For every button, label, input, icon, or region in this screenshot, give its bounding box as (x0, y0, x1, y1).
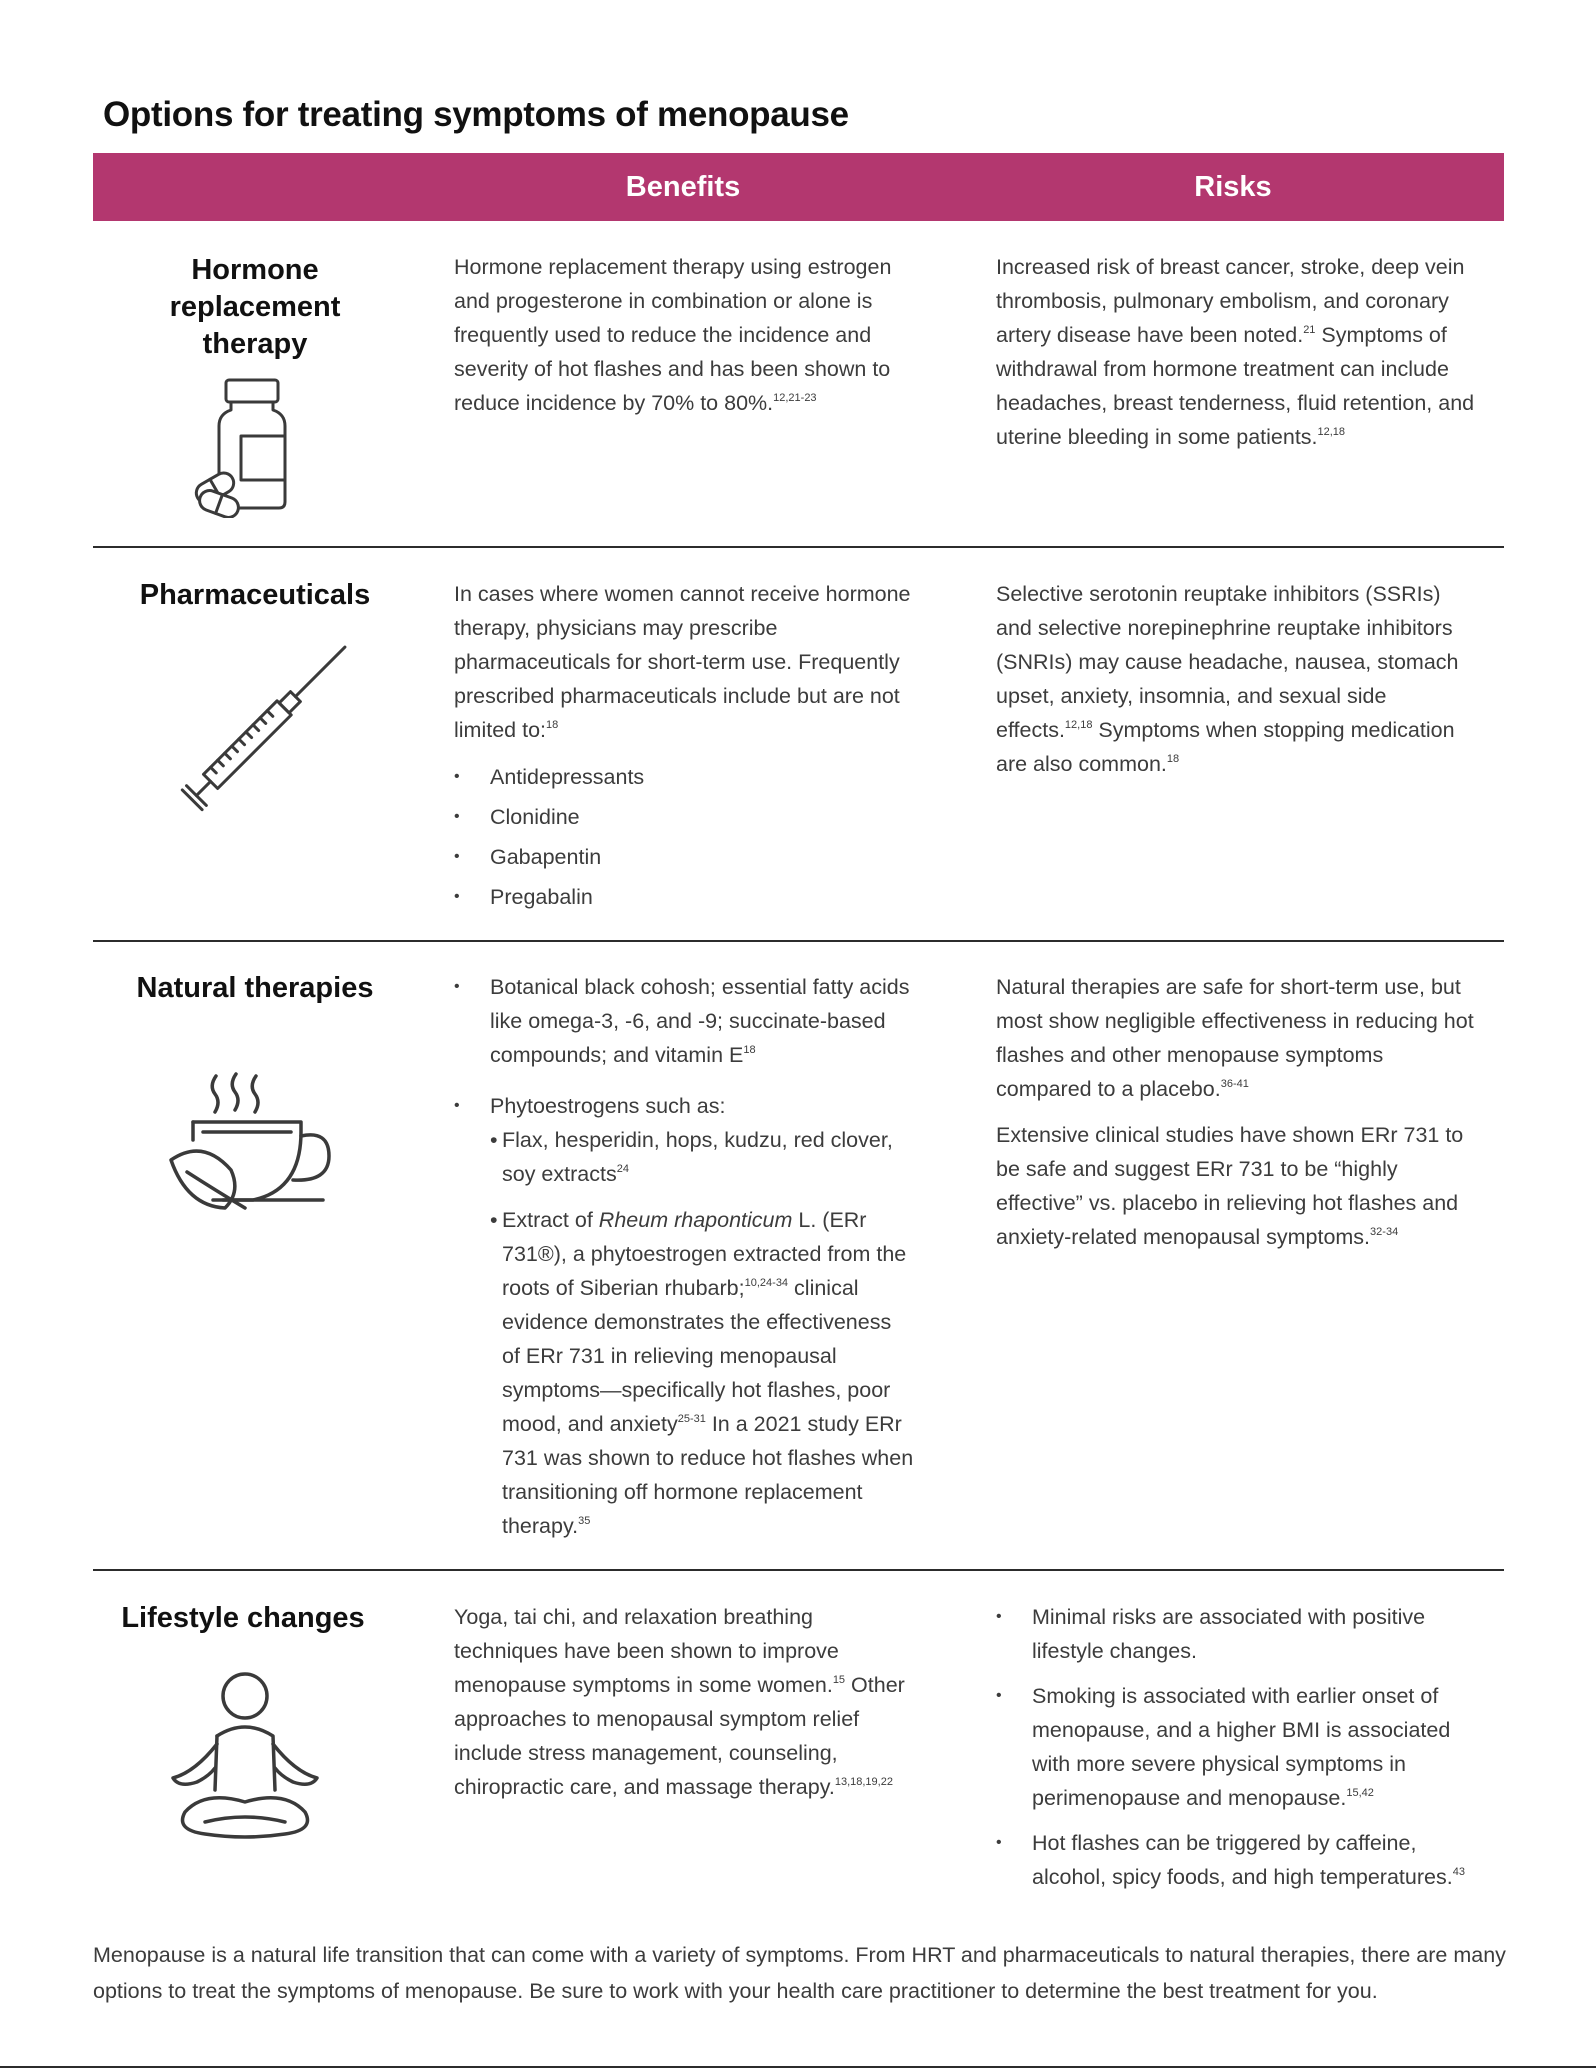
reference: 21 (1303, 324, 1316, 336)
benefits-natural-therapies (454, 970, 914, 1543)
reference: 12,21-23 (773, 392, 817, 404)
reference: 25-31 (677, 1413, 706, 1425)
risks-natural-text-2: Extensive clinical studies have shown ERr 731 to be safe and suggest ERr 731 to be “highly effective” vs. placebo in relieving hot flashes and anxiety-related menopausal symptoms. (996, 1123, 1464, 1249)
footer-note: Menopause is a natural life transition that can come with a variety of symptoms. From HRT and pharmaceuticals to natural therapies, there are many options to treat the symptoms of menopause. Be sure to work with your health care practitioner to determine the best treatment for you. (93, 1943, 1506, 2003)
category-title-lifestyle-changes: Lifestyle changes (121, 1602, 365, 1634)
list-item (454, 1089, 914, 1543)
risks-natural-text: Natural therapies are safe for short-term use, but most show negligible effectiveness in reducing hot flashes and other menopause symptoms compared to a placebo. (996, 975, 1474, 1101)
meditation-person-icon (165, 1672, 325, 1852)
list-item-text: Botanical black cohosh; essential fatty acids like omega-3, -6, and -9; succinate-based compounds; and vitamin E (490, 975, 910, 1067)
reference: 15 (832, 1674, 846, 1686)
benefits-hrt-text: Hormone replacement therapy using estrogen and progesterone in combination or alone is frequently used to reduce the incidence and severity of hot flashes and has been shown to reduce incidence by 70% to 80%. (454, 255, 892, 415)
species-name: Rheum rhaponticum (598, 1208, 793, 1232)
list-item: • Antidepressants (454, 760, 914, 794)
list-item (996, 1679, 1476, 1815)
page-title: Options for treating symptoms of menopause (103, 95, 849, 134)
row-natural-therapies (93, 970, 1504, 1540)
risks-pharmaceuticals (996, 577, 1476, 781)
risks-lifestyle-changes (996, 1600, 1476, 1894)
reference: 18 (546, 719, 559, 731)
sub-list-item-text-2: L. (ERr 731®), a phytoestrogen extracted from the roots of Siberian rhubarb; (502, 1208, 907, 1300)
risks-hrt-text-2: Symptoms of withdrawal from hormone treatment can include headaches, breast tenderness, fluid retention, and uterine bleeding in some patients. (996, 323, 1475, 449)
benefits-lifestyle-text-2: Other approaches to menopausal symptom relief include stress management, counseling, chiropractic care, and massage therapy. (454, 1673, 905, 1799)
risks-hrt-text: Increased risk of breast cancer, stroke, deep vein thrombosis, pulmonary embolism, and coronary artery disease have been noted. (996, 255, 1465, 347)
benefits-pharmaceuticals (454, 577, 914, 914)
column-header-risks: Risks (1194, 171, 1272, 203)
risks-hrt (996, 250, 1476, 454)
reference: 15,42 (1346, 1787, 1374, 1799)
reference: 35 (578, 1515, 591, 1527)
list-item (454, 970, 914, 1072)
pharmaceuticals-list (454, 760, 914, 914)
column-header-benefits: Benefits (625, 171, 741, 203)
sub-list-item-text: Flax, hesperidin, hops, kudzu, red clover, soy extracts (502, 1128, 893, 1186)
sub-list-item-text-4: In a 2021 study ERr 731 was shown to reduce hot flashes when transitioning off hormone replacement therapy. (502, 1412, 914, 1538)
lifestyle-risks-list (996, 1600, 1476, 1894)
benefits-hrt (454, 250, 914, 420)
sub-list-item: • Extract of Rheum rhaponticum L. (ERr 731®), a phytoestrogen extracted from the roots of Siberian rhubarb;$^{10,24-34}$ clinical evidence demonstrates the effectiveness of ERr 731 in relieving menopausal symptoms—specifically hot flashes, poor mood, and anxiety$^{25-31}$ In a 2021 study ERr 731 was shown to reduce hot flashes when transitioning off hormone replacement therapy.$^{35}$ (490, 1208, 914, 1538)
reference: 12,18 (1064, 719, 1093, 731)
table-header-bar (93, 153, 1504, 221)
benefits-lifestyle-text: Yoga, tai chi, and relaxation breathing techniques have been shown to improve menopause symptoms in some women. (454, 1605, 839, 1697)
risks-pharma-text-2: Symptoms when stopping medication are also common. (996, 718, 1455, 776)
row-lifestyle-changes (93, 1600, 1504, 1900)
list-item-text: Smoking is associated with earlier onset of menopause, and a higher BMI is associated with more severe physical symptoms in perimenopause and menopause. (1032, 1684, 1451, 1810)
reference: 18 (743, 1044, 756, 1056)
reference: 43 (1452, 1866, 1465, 1878)
risks-pharma-text: Selective serotonin reuptake inhibitors (SSRIs) and selective norepinephrine reuptake inhibitors (SNRIs) may cause headache, nausea, stomach upset, anxiety, insomnia, and sexual side effects. (996, 582, 1459, 742)
row-pharmaceuticals (93, 577, 1504, 917)
list-item: • Clonidine (454, 800, 914, 834)
sub-list-item: • Flax, hesperidin, hops, kudzu, red clover, soy extracts$^{24}$ (490, 1128, 893, 1186)
benefits-pharma-text: In cases where women cannot receive hormone therapy, physicians may prescribe pharmaceuticals for short-term use. Frequently prescribed pharmaceuticals include but are not limited to: (454, 582, 911, 742)
risks-natural-therapies (996, 970, 1476, 1254)
row-divider (93, 546, 1504, 548)
list-item: • Gabapentin (454, 840, 914, 874)
sub-list-item-text: Extract of (502, 1208, 599, 1232)
natural-therapies-list (454, 970, 914, 1543)
sub-list-item-text-3: clinical evidence demonstrates the effectiveness of ERr 731 in relieving menopausal symptoms—specifically hot flashes, poor mood, and anxiety (502, 1276, 892, 1436)
reference: 36-41 (1220, 1078, 1249, 1090)
row-divider (93, 940, 1504, 942)
reference: 10,24-34 (744, 1277, 789, 1289)
list-item (996, 1826, 1476, 1894)
reference: 24 (616, 1163, 629, 1175)
reference: 32-34 (1370, 1226, 1399, 1238)
reference: 13,18,19,22 (834, 1776, 893, 1788)
list-item-text: • Phytoestrogens such as: (490, 1094, 726, 1118)
syringe-icon (153, 639, 353, 839)
tea-cup-leaf-icon (153, 1072, 353, 1212)
list-item: • Pregabalin (454, 880, 914, 914)
category-title-pharmaceuticals: Pharmaceuticals (139, 579, 371, 611)
category-title-natural-therapies: Natural therapies (136, 972, 374, 1004)
list-item: • Minimal risks are associated with positive lifestyle changes. (996, 1600, 1476, 1668)
category-title-hrt: Hormone replacement therapy (169, 254, 341, 360)
row-hormone-replacement-therapy (93, 250, 1504, 530)
reference: 12,18 (1317, 426, 1346, 438)
benefits-lifestyle-changes (454, 1600, 914, 1804)
page-bottom-rule (0, 2066, 1596, 2068)
reference: 18 (1166, 753, 1180, 765)
row-divider (93, 1569, 1504, 1571)
pill-bottle-icon (193, 378, 303, 518)
list-item-text: Hot flashes can be triggered by caffeine, alcohol, spicy foods, and high temperatures. (1032, 1831, 1453, 1889)
